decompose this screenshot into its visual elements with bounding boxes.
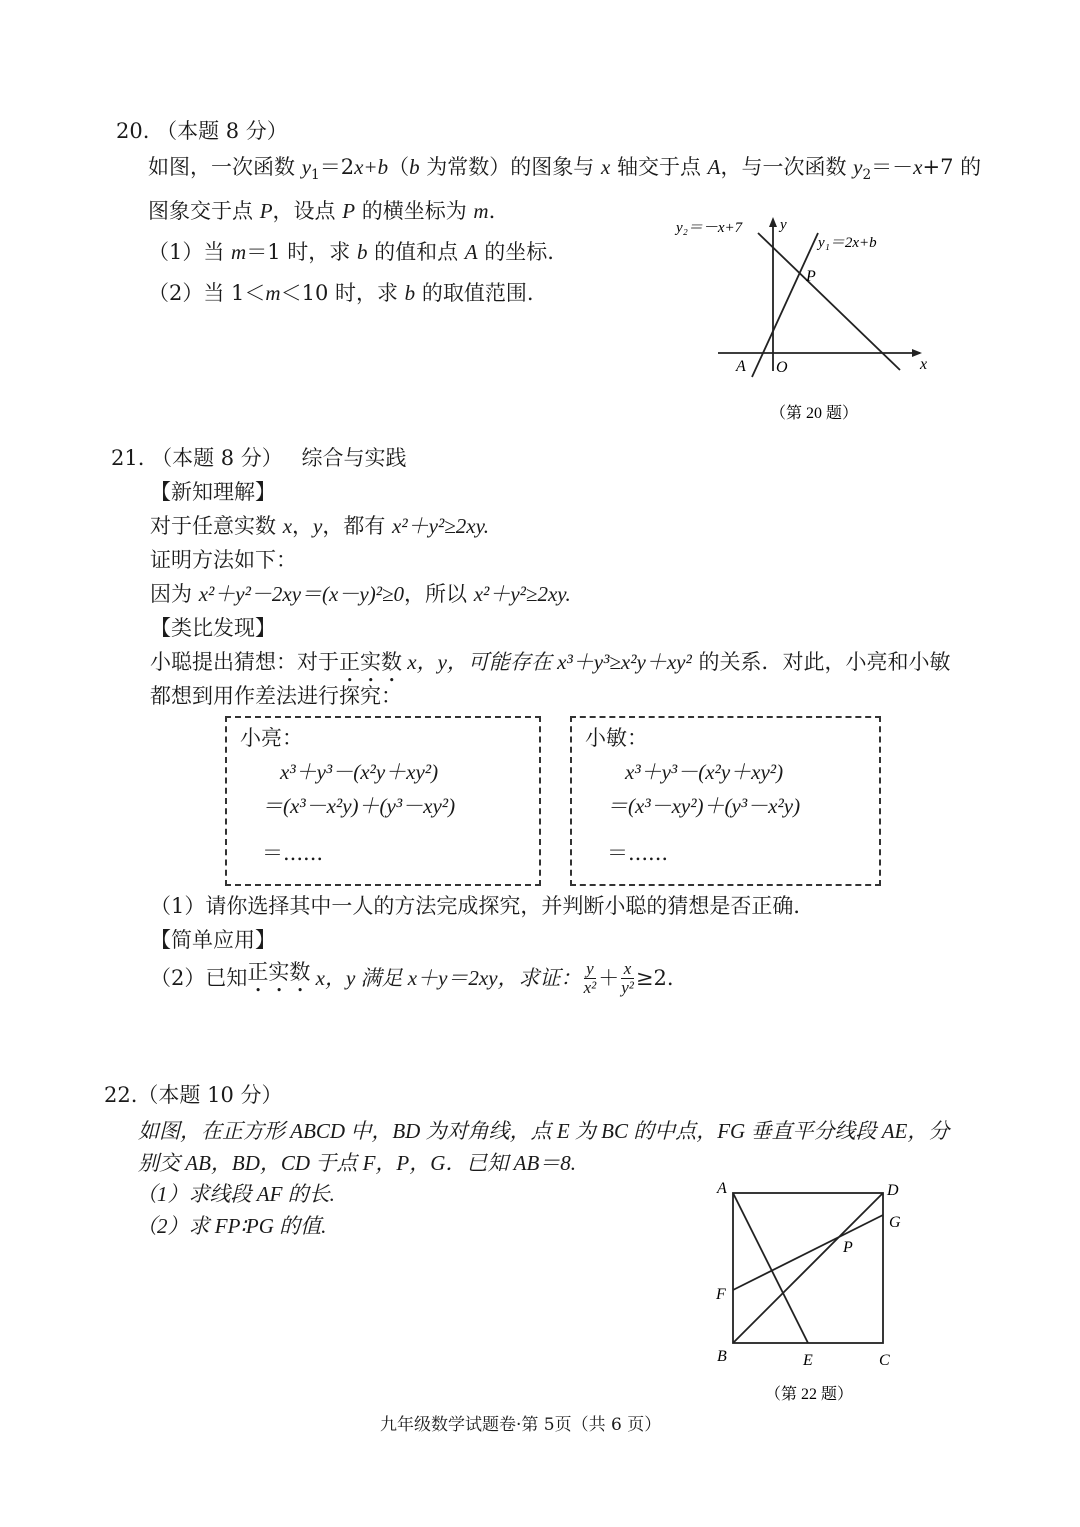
text: （ bbox=[388, 155, 410, 179]
var: x bbox=[282, 514, 293, 538]
var: b bbox=[356, 240, 368, 264]
q21-topic: 综合与实践 bbox=[301, 446, 407, 470]
var: m bbox=[231, 240, 247, 264]
var: x bbox=[600, 155, 611, 179]
q21-sub1: （1）请你选择其中一人的方法完成探究，并判断小聪的猜想是否正确． bbox=[150, 894, 815, 918]
q21-heading-analogy: 【类比发现】 bbox=[150, 616, 276, 640]
text: 图象交于点 bbox=[148, 199, 260, 223]
q21-heading-new: 【新知理解】 bbox=[150, 480, 276, 504]
text: 如图，一次函数 bbox=[148, 155, 302, 179]
q22-points: （本题 10 分） bbox=[137, 1083, 283, 1107]
segment-AE bbox=[733, 1193, 808, 1343]
denominator: y² bbox=[621, 978, 634, 997]
label-B: B bbox=[717, 1348, 727, 1365]
text: 对于任意实数 bbox=[150, 514, 283, 538]
text: ＝2 bbox=[319, 155, 355, 179]
label-E: E bbox=[803, 1352, 813, 1369]
q21-points: （本题 8 分） bbox=[151, 446, 283, 470]
q21-line2: 证明方法如下： bbox=[150, 548, 297, 572]
text: x，y，可能存在 bbox=[402, 650, 558, 674]
box2-row1: x³＋y³－(x²y＋xy²) bbox=[625, 760, 784, 784]
var: P bbox=[259, 199, 273, 223]
text: 的横坐标为 bbox=[355, 199, 474, 223]
var: y bbox=[301, 155, 312, 179]
label-x: x bbox=[920, 356, 928, 373]
q22-figure bbox=[705, 1175, 915, 1410]
q20-stem-line2 bbox=[148, 201, 495, 222]
text: ，所以 bbox=[404, 582, 474, 606]
box1-row3: ＝...... bbox=[262, 841, 324, 865]
math: x²＋y²≥2xy. bbox=[473, 582, 571, 606]
q21-number: 21. bbox=[111, 446, 145, 470]
q20-points: （本题 8 分） bbox=[156, 119, 288, 143]
math: x²＋y²≥2xy. bbox=[392, 514, 490, 538]
q21-heading-apply: 【简单应用】 bbox=[150, 928, 276, 952]
text: 的坐标. bbox=[477, 240, 554, 264]
y-axis-arrow bbox=[769, 217, 777, 227]
q20-header bbox=[116, 121, 288, 142]
q22-line1: 如图，在正方形 ABCD 中，BD 为对角线，点 E 为 BC 的中点，FG 垂直平分线段 AE，分 bbox=[138, 1119, 950, 1143]
emphasis: 正实数 bbox=[247, 960, 311, 984]
q20-caption: （第 20 题） bbox=[770, 405, 859, 422]
sub: 1 bbox=[311, 167, 320, 184]
label-y: y bbox=[780, 217, 787, 233]
fraction-x-over-y2 bbox=[621, 960, 634, 997]
label-G: G bbox=[889, 1214, 901, 1231]
var: A bbox=[464, 240, 478, 264]
var: y bbox=[853, 155, 863, 179]
page-footer: 九年级数学试题卷·第 5页（共 6 页） bbox=[380, 1415, 662, 1435]
var: m bbox=[265, 281, 281, 305]
q20-sub1 bbox=[148, 242, 554, 263]
label-y1: y₁＝2x+b bbox=[818, 235, 877, 251]
var: P bbox=[342, 199, 356, 223]
q20-sub2 bbox=[148, 283, 534, 304]
text: ， bbox=[292, 514, 314, 538]
box2-name: 小敏： bbox=[585, 726, 648, 750]
var: A bbox=[707, 155, 721, 179]
text: +7 的 bbox=[922, 155, 982, 179]
plus: ＋ bbox=[598, 966, 620, 990]
text: ≥2. bbox=[635, 966, 674, 990]
sub: 2 bbox=[862, 167, 872, 184]
fraction-y-over-x2 bbox=[584, 960, 597, 997]
text: 因为 bbox=[150, 582, 199, 606]
q21-line5: 都想到用作差法进行探究： bbox=[150, 684, 402, 708]
math: x³＋y³≥x²y＋xy² bbox=[557, 650, 692, 674]
box2-row2: ＝(x³－xy²)＋(y³－x²y) bbox=[607, 794, 801, 818]
label-A: A bbox=[717, 1180, 727, 1197]
q21-line4 bbox=[150, 650, 950, 687]
numerator: x bbox=[621, 960, 634, 979]
text: ，与一次函数 bbox=[720, 155, 854, 179]
q22-caption: （第 22 题） bbox=[765, 1386, 854, 1403]
q22-number: 22. bbox=[104, 1083, 138, 1107]
q20-number: 20. bbox=[116, 119, 150, 143]
denominator: x² bbox=[583, 978, 597, 997]
text: ，都有 bbox=[322, 514, 393, 538]
box1-row2: ＝(x³－x²y)＋(y³－xy²) bbox=[262, 794, 456, 818]
label-P: P bbox=[806, 268, 816, 285]
text: 的值和点 bbox=[367, 240, 465, 264]
line-y2 bbox=[758, 233, 900, 370]
label-P: P bbox=[843, 1239, 853, 1256]
text: ＝－ bbox=[871, 155, 914, 179]
text: （2）当 1＜ bbox=[148, 281, 266, 305]
text: x，y 满足 x＋y＝2xy，求证： bbox=[310, 966, 582, 990]
box1-row1: x³＋y³－(x²y＋xy²) bbox=[280, 760, 439, 784]
line-y1 bbox=[752, 233, 818, 377]
q20-stem-line1 bbox=[148, 157, 981, 183]
q22-sub2: （2）求 FP∶PG 的值. bbox=[136, 1214, 327, 1238]
label-O: O bbox=[776, 359, 788, 376]
var: b bbox=[409, 155, 420, 179]
q21-header bbox=[111, 448, 407, 469]
diagonal-BD bbox=[733, 1193, 883, 1343]
var: y bbox=[313, 514, 323, 538]
q22-sub1: （1）求线段 AF 的长. bbox=[136, 1182, 335, 1206]
label-A: A bbox=[736, 358, 746, 375]
q22-line2: 别交 AB，BD，CD 于点 F，P，G．已知 AB＝8. bbox=[138, 1151, 577, 1175]
label-C: C bbox=[879, 1352, 890, 1369]
var: m bbox=[473, 199, 489, 223]
label-y2: y₂＝－x+7 bbox=[676, 220, 743, 236]
text: . bbox=[488, 199, 496, 223]
var: x bbox=[913, 155, 923, 179]
var: +b bbox=[363, 155, 389, 179]
q21-sub2 bbox=[150, 960, 674, 997]
q22-header bbox=[104, 1085, 282, 1106]
var: x bbox=[354, 155, 364, 179]
q20-figure bbox=[670, 205, 950, 430]
text: 小聪提出猜想：对于 bbox=[150, 650, 339, 674]
var: b bbox=[404, 281, 416, 305]
text: 的取值范围. bbox=[415, 281, 534, 305]
emphasis: 正实数 bbox=[339, 650, 402, 674]
text: ，设点 bbox=[272, 199, 343, 223]
text: ＜10 时，求 bbox=[280, 281, 405, 305]
text: （1）当 bbox=[148, 240, 232, 264]
q21-line1 bbox=[150, 516, 489, 537]
text: 轴交于点 bbox=[610, 155, 708, 179]
q21-line3 bbox=[150, 584, 571, 605]
text: 的关系．对此，小亮和小敏 bbox=[691, 650, 951, 674]
math: x²＋y²－2xy＝(x－y)²≥0 bbox=[198, 582, 405, 606]
text: ＝1 时，求 bbox=[246, 240, 357, 264]
label-D: D bbox=[887, 1182, 899, 1199]
segment-FG bbox=[733, 1215, 883, 1290]
box2-row3: ＝...... bbox=[607, 841, 669, 865]
text: （2）已知 bbox=[150, 966, 248, 990]
label-F: F bbox=[716, 1286, 726, 1303]
box1-name: 小亮： bbox=[240, 726, 303, 750]
text: 为常数）的图象与 bbox=[419, 155, 601, 179]
numerator: y bbox=[584, 960, 597, 979]
